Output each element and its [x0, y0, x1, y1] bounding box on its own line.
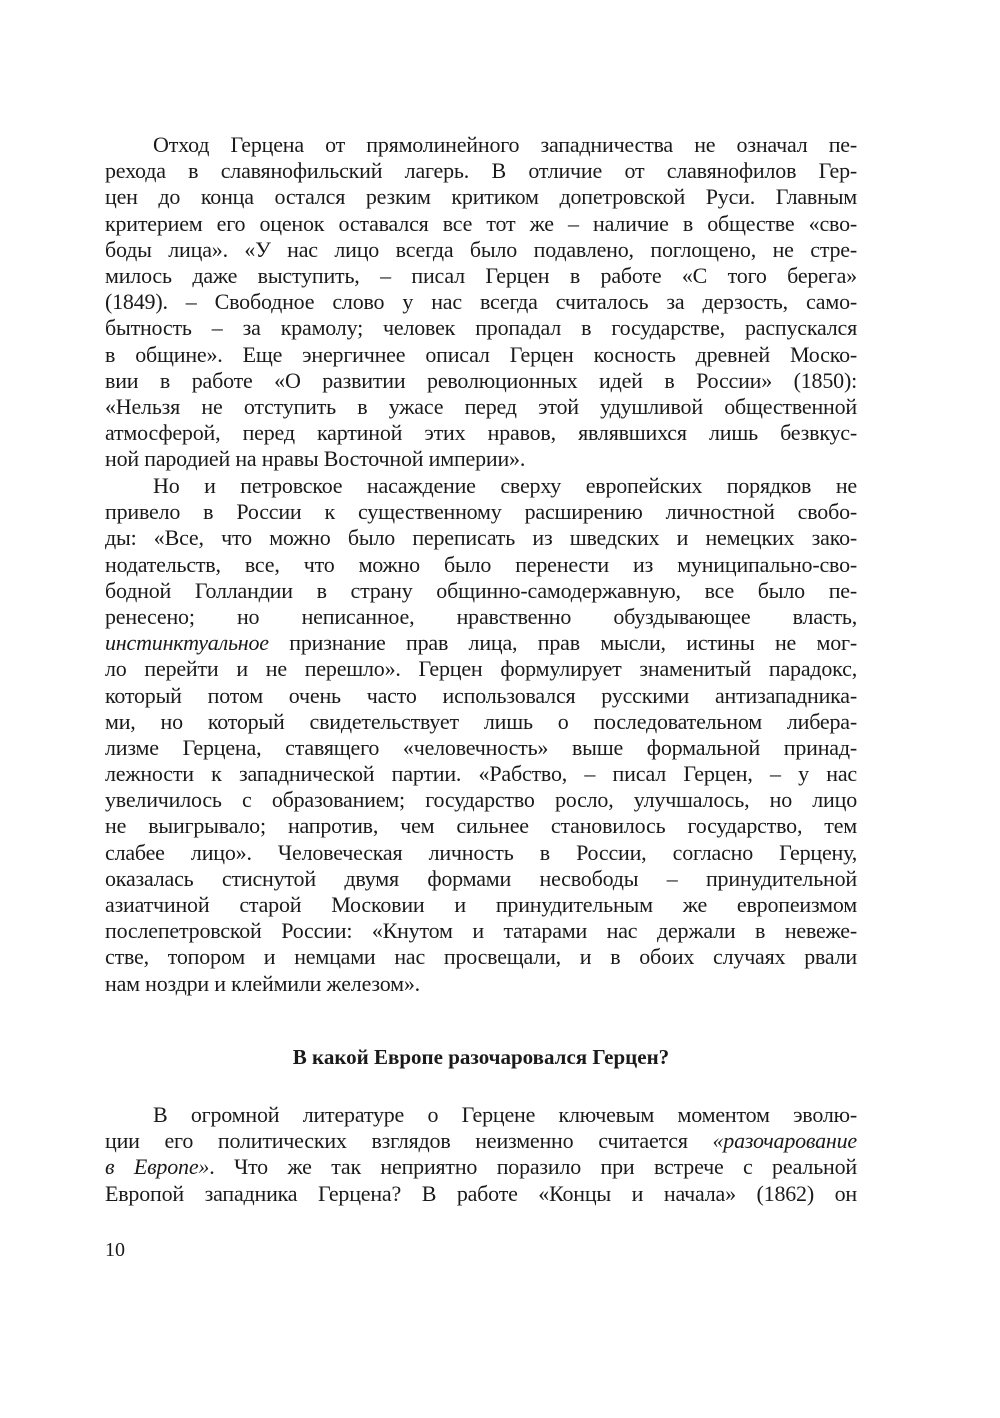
text-line — [105, 315, 857, 341]
text-line — [105, 683, 857, 709]
text-segment: стве, топором и немцами нас просвещали, и в обоих случаях рвали — [105, 944, 857, 970]
text-segment: В огромной литературе о Герцене ключевым моментом эволю- — [153, 1102, 857, 1127]
text-segment: ной пародией на нравы Восточной империи». — [105, 446, 526, 472]
text-segment: который потом очень часто использовался русскими антизападника- — [105, 682, 857, 708]
text-line — [105, 473, 857, 499]
text-segment: не выигрывало; напротив, чем сильнее становилось государство, тем — [105, 813, 857, 839]
text-line — [105, 630, 857, 656]
text-segment: нам ноздри и клеймили железом». — [105, 970, 420, 996]
text-line — [105, 1154, 857, 1180]
text-line — [105, 735, 857, 761]
text-segment: вии в работе «О развитии революционных идей в России» (1850): — [105, 367, 857, 393]
text-segment: увеличилось с образованием; государство росло, улучшалось, но лицо — [105, 787, 857, 813]
text-line — [105, 761, 857, 787]
italic-text: инстинктуальное — [105, 630, 269, 656]
text-segment: . Что же так неприятно поразило при встрече с реальной — [209, 1154, 857, 1180]
paragraph-3 — [105, 1102, 857, 1207]
text-line — [105, 446, 857, 472]
text-segment: оказалась стиснутой двумя формами несвободы – принудительной — [105, 865, 857, 891]
text-line — [105, 656, 857, 682]
text-line — [105, 211, 857, 237]
text-segment: ции его политических взглядов неизменно считается — [105, 1128, 713, 1154]
text-segment: «Нельзя не отступить в ужасе перед этой удушливой общественной — [105, 393, 857, 419]
text-line — [105, 1102, 857, 1128]
text-segment: ренесено; но неписанное, нравственно обуздывающее власть, — [105, 603, 857, 629]
text-line — [105, 1128, 857, 1154]
text-segment: ми, но который свидетельствует лишь о последовательном либера- — [105, 708, 857, 734]
text-segment: ды: «Все, что можно было переписать из шведских и немецких зако- — [105, 525, 857, 551]
text-line — [105, 1181, 857, 1207]
text-segment: (1849). – Свободное слово у нас всегда считалось за дерзость, само- — [105, 289, 857, 315]
text-line — [105, 132, 857, 158]
text-segment: Но и петровское насаждение сверху европейских порядков не — [153, 473, 857, 498]
text-segment: цен до конца остался резким критиком допетровской Руси. Главным — [105, 184, 857, 210]
text-segment: милось даже выступить, – писал Герцен в работе «С того берега» — [105, 262, 857, 288]
italic-text: «разочарование — [712, 1128, 857, 1154]
text-line — [105, 709, 857, 735]
text-line — [105, 368, 857, 394]
text-line — [105, 499, 857, 525]
text-segment: лизме Герцена, ставящего «человечность» выше формальной принад- — [105, 734, 857, 760]
text-segment: в общине». Еще энергичнее описал Герцен косность древней Моско- — [105, 341, 857, 367]
text-line — [105, 263, 857, 289]
text-line — [105, 813, 857, 839]
text-line — [105, 787, 857, 813]
text-segment: Отход Герцена от прямолинейного западничества не означал пе- — [153, 132, 857, 157]
text-line — [105, 866, 857, 892]
text-line — [105, 971, 857, 997]
text-line — [105, 525, 857, 551]
text-line — [105, 840, 857, 866]
text-segment: рехода в славянофильский лагерь. В отличие от славянофилов Гер- — [105, 158, 857, 184]
text-line — [105, 237, 857, 263]
text-line — [105, 394, 857, 420]
text-segment: атмосферой, перед картиной этих нравов, являвшихся лишь безвкус- — [105, 420, 857, 446]
text-segment: нодательств, все, что можно было перенести из муниципально-сво- — [105, 551, 857, 577]
section-heading: В какой Европе разочаровался Герцен? — [292, 1045, 670, 1069]
text-segment: критерием его оценок оставался все тот же – наличие в обществе «сво- — [105, 210, 857, 236]
text-line — [105, 184, 857, 210]
text-segment: признание прав лица, прав мысли, истины не мог- — [268, 630, 857, 656]
italic-text: в Европе» — [105, 1154, 210, 1180]
text-line — [105, 158, 857, 184]
text-line — [105, 552, 857, 578]
text-segment: послепетровской России: «Кнутом и татарами нас держали в невеже- — [105, 918, 857, 944]
text-segment: бодной Голландии в страну общинно-самодержавную, все было пе- — [105, 577, 857, 603]
text-line — [105, 944, 857, 970]
text-line — [105, 892, 857, 918]
text-segment: бытность – за крамолу; человек пропадал в государстве, распускался — [105, 315, 857, 341]
text-line — [105, 578, 857, 604]
text-segment: лежности к западнической партии. «Рабство, – писал Герцен, – у нас — [105, 761, 857, 787]
text-line — [105, 420, 857, 446]
text-line — [105, 604, 857, 630]
text-segment: Европой западника Герцена? В работе «Концы и начала» (1862) он — [105, 1180, 857, 1206]
text-segment: ло перейти и не перешло». Герцен формулирует знаменитый парадокс, — [105, 656, 857, 682]
text-segment: азиатчиной старой Московии и принудительным же европеизмом — [105, 892, 857, 917]
text-segment: слабее лицо». Человеческая личность в России, согласно Герцену, — [105, 839, 857, 865]
text-line — [105, 342, 857, 368]
page-number: 10 — [105, 1239, 125, 1261]
text-segment: привело в России к существенному расширению личностной свобо- — [105, 499, 857, 525]
paragraph-1 — [105, 132, 857, 472]
text-line — [105, 918, 857, 944]
paragraph-2 — [105, 473, 857, 997]
text-line — [105, 289, 857, 315]
text-segment: боды лица». «У нас лицо всегда было подавлено, поглощено, не стре- — [105, 236, 857, 262]
